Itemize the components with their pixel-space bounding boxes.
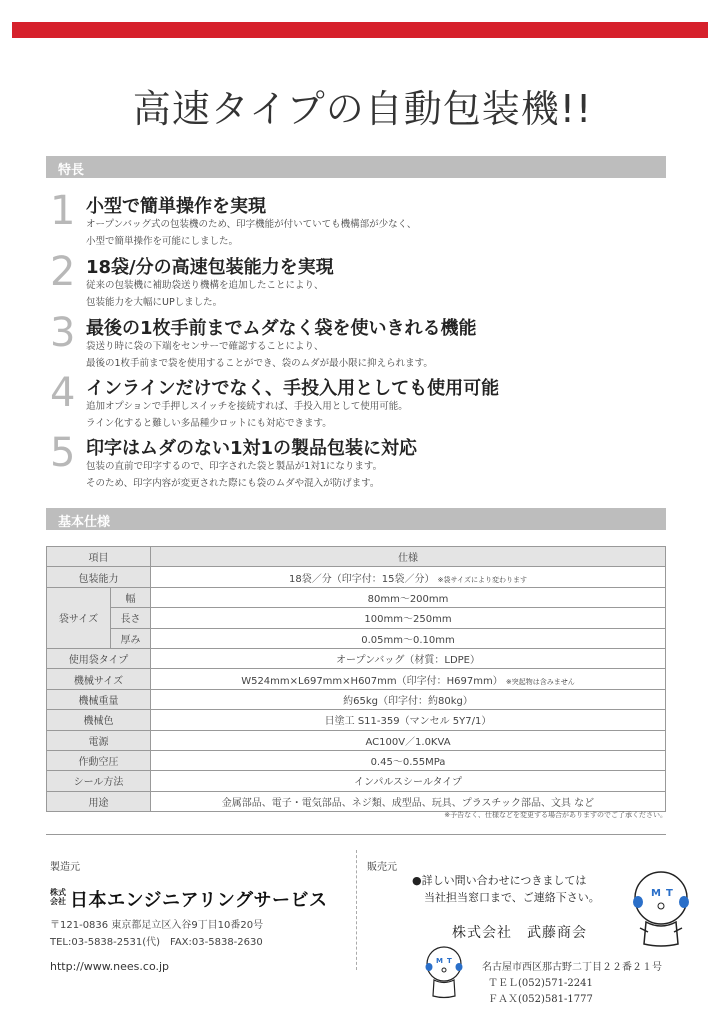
dealer-contact-note: ●詳しい問い合わせにつきましては <box>412 874 587 887</box>
row-value: 日塗工 S11-359（マンセル 5Y7/1） <box>151 710 666 730</box>
row-sub-label: 幅 <box>111 587 151 607</box>
feature-description-line: 最後の1枚手前まで袋を使用することができ、袋のムダが最小限に抑えられます。 <box>86 358 433 369</box>
maker-label: 製造元 <box>50 862 80 873</box>
row-label: 機械色 <box>47 710 151 730</box>
feature-description <box>86 338 646 372</box>
table-row <box>47 689 666 709</box>
footer-column-divider <box>356 850 357 970</box>
table-header-row <box>47 547 666 567</box>
table-row <box>47 710 666 730</box>
table-row <box>47 730 666 750</box>
table-row <box>47 628 666 648</box>
feature-description <box>86 216 646 250</box>
row-value <box>151 567 666 587</box>
feature-description-line: 小型で簡単操作を可能にしました。 <box>86 236 239 247</box>
table-row <box>47 608 666 628</box>
row-label: 包装能力 <box>47 567 151 587</box>
row-value: 0.05mm～0.10mm <box>151 628 666 648</box>
row-value: インパルスシールタイプ <box>151 771 666 791</box>
feature-title: 最後の1枚手前までムダなく袋を使いきれる機能 <box>86 318 477 339</box>
dealer-company-name: 株式会社 武藤商会 <box>452 925 587 941</box>
table-row <box>47 771 666 791</box>
feature-description <box>86 458 646 492</box>
row-label: 使用袋タイプ <box>47 648 151 668</box>
spec-table <box>46 546 666 812</box>
feature-title: 18袋/分の高速包装能力を実現 <box>86 257 334 278</box>
specs-section-header <box>46 508 666 530</box>
row-value: 約65kg（印字付：約80kg） <box>151 689 666 709</box>
row-value: 100mm～250mm <box>151 608 666 628</box>
table-row <box>47 567 666 587</box>
feature-description-line: 追加オプションで手押しスイッチを接続すれば、手投入用として使用可能。 <box>86 401 408 412</box>
row-label: シール方法 <box>47 771 151 791</box>
mascot-letter-t: T <box>666 888 673 899</box>
row-value: 金属部品、電子・電気部品、ネジ類、成型品、玩具、プラスチック部品、文具 など <box>151 791 666 811</box>
maker-address: 〒121-0836 東京都足立区入谷9丁目10番20号 <box>50 920 264 931</box>
dealer-tel: ＴＥＬ(052)571-2241 <box>488 978 593 989</box>
mascot-letter-m: M <box>651 888 661 899</box>
page-title: 高速タイプの自動包装機!! <box>132 87 593 131</box>
feature-title: 印字はムダのない1対1の製品包装に対応 <box>86 438 418 459</box>
row-value: 0.45～0.55MPa <box>151 750 666 770</box>
dealer-address: 名古屋市西区那古野二丁目２２番２１号 <box>482 962 662 973</box>
features-section-header <box>46 156 666 178</box>
feature-description-line: ライン化すると難しい多品種少ロットにも対応できます。 <box>86 418 332 429</box>
row-value <box>151 669 666 689</box>
feature-description-line: そのため、印字内容が変更された際にも袋のムダや混入が防げます。 <box>86 478 380 489</box>
feature-number: 2 <box>50 249 76 295</box>
row-label: 用途 <box>47 791 151 811</box>
row-label: 電源 <box>47 730 151 750</box>
specs-header-label: 基本仕様 <box>58 515 111 530</box>
mascot-large-icon <box>626 868 696 948</box>
row-value: オープンバッグ（材質：LDPE） <box>151 648 666 668</box>
mascot-letter-t: T <box>447 957 452 965</box>
mascot-small-icon <box>420 944 468 1000</box>
col-header-spec: 仕様 <box>151 547 666 567</box>
table-row <box>47 791 666 811</box>
feature-number: 3 <box>50 310 76 356</box>
row-sub-label: 厚み <box>111 628 151 648</box>
row-group-label: 袋サイズ <box>47 587 111 648</box>
feature-description-line: オープンバッグ式の包装機のため、印字機能が付いていても機構部が少なく、 <box>86 219 417 230</box>
feature-description <box>86 277 646 311</box>
footer-divider <box>46 834 666 835</box>
table-row <box>47 648 666 668</box>
dealer-contact-note: 当社担当窓口まで、ご連絡下さい。 <box>424 891 600 904</box>
machine-size-note: ※突起物は含みません <box>505 677 575 686</box>
machine-size-value: W524mm×L697mm×H607mm（印字付：H697mm） <box>241 675 503 687</box>
feature-number: 4 <box>50 370 76 416</box>
table-row <box>47 669 666 689</box>
feature-description <box>86 398 646 432</box>
maker-name: 日本エンジニアリングサービス <box>70 890 328 911</box>
capacity-value: 18袋／分（印字付：15袋／分） <box>289 573 435 585</box>
table-row <box>47 750 666 770</box>
dealer-label: 販売元 <box>367 862 397 873</box>
row-sub-label: 長さ <box>111 608 151 628</box>
feature-description-line: 袋送り時に袋の下端をセンサーで確認することにより、 <box>86 341 324 352</box>
feature-number: 5 <box>50 430 76 476</box>
feature-description-line: 従来の包装機に補助袋送り機構を追加したことにより、 <box>86 280 324 291</box>
mascot-letter-m: M <box>436 957 443 965</box>
maker-url-link[interactable]: http://www.nees.co.jp <box>50 960 170 973</box>
row-value: AC100V／1.0KVA <box>151 730 666 750</box>
row-label: 作動空圧 <box>47 750 151 770</box>
features-header-label: 特長 <box>58 163 85 178</box>
capacity-note: ※袋サイズにより変わります <box>437 575 527 584</box>
col-header-item: 項目 <box>47 547 151 567</box>
maker-tel-fax: TEL:03-5838-2531(代) FAX:03-5838-2630 <box>50 937 263 948</box>
maker-kaisha-mark: 株式会社 <box>50 888 66 906</box>
feature-number: 1 <box>50 188 76 234</box>
row-label: 機械サイズ <box>47 669 151 689</box>
feature-title: 小型で簡単操作を実現 <box>86 196 266 217</box>
table-row <box>47 587 666 607</box>
feature-description-line: 包装の直前で印字するので、印字された袋と製品が1対1になります。 <box>86 461 383 472</box>
feature-description-line: 包装能力を大幅にUPしました。 <box>86 297 223 308</box>
top-accent-bar <box>12 22 708 38</box>
dealer-fax: ＦＡＸ(052)581-1777 <box>488 994 593 1005</box>
spec-footnote: ※予告なく、仕様などを変更する場合がありますのでご了承ください。 <box>444 811 667 819</box>
feature-title: インラインだけでなく、手投入用としても使用可能 <box>86 378 500 399</box>
row-label: 機械重量 <box>47 689 151 709</box>
row-value: 80mm～200mm <box>151 587 666 607</box>
